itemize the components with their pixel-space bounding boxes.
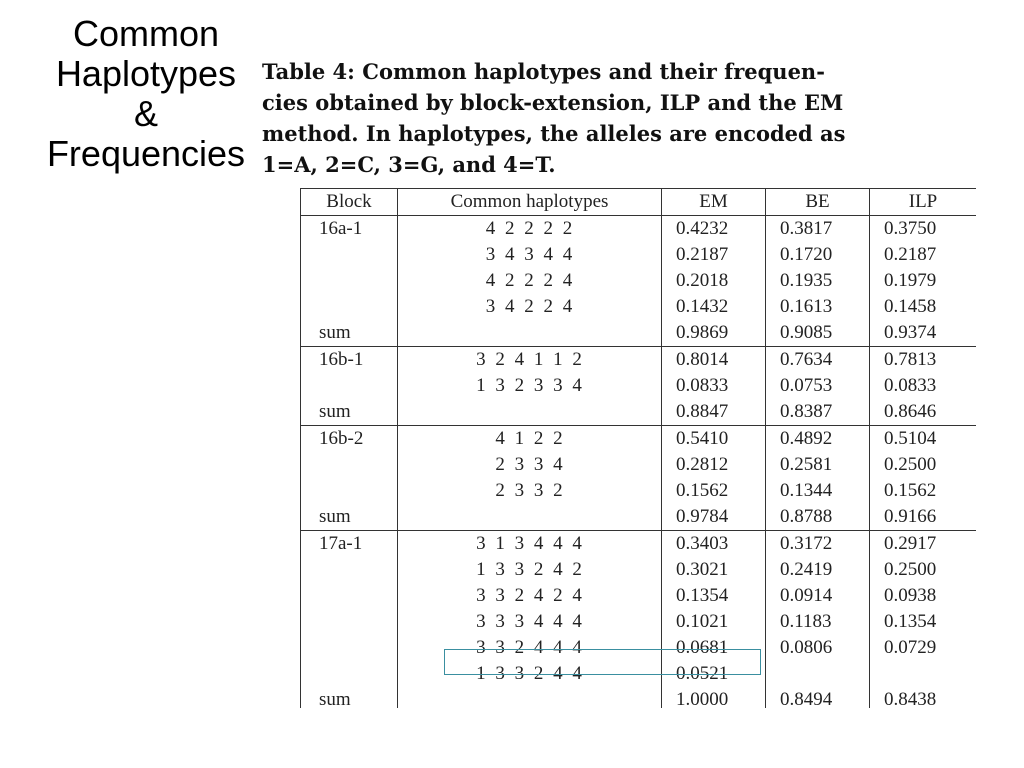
cell-haplotype: 2 3 3 2 bbox=[398, 478, 662, 504]
cell-em: 0.3403 bbox=[662, 531, 766, 558]
table-caption bbox=[262, 56, 1022, 180]
haplotype-table-container bbox=[300, 188, 976, 708]
caption-line: Table 4: Common haplotypes and their frequen- bbox=[262, 59, 825, 84]
cell-be: 0.2581 bbox=[766, 452, 870, 478]
table-row bbox=[301, 583, 977, 609]
cell-ilp: 0.1562 bbox=[870, 478, 977, 504]
cell-em: 0.4232 bbox=[662, 216, 766, 243]
cell-haplotype: 2 3 3 4 bbox=[398, 452, 662, 478]
cell-haplotype: 1 3 2 3 3 4 bbox=[398, 373, 662, 399]
cell-em: 0.0681 bbox=[662, 635, 766, 661]
cell-haplotype bbox=[398, 504, 662, 531]
cell-em: 0.0833 bbox=[662, 373, 766, 399]
cell-ilp: 0.2917 bbox=[870, 531, 977, 558]
cell-be: 0.8788 bbox=[766, 504, 870, 531]
table-row bbox=[301, 320, 977, 347]
cell-haplotype: 3 3 2 4 4 4 bbox=[398, 635, 662, 661]
table-row bbox=[301, 426, 977, 453]
cell-be: 0.0806 bbox=[766, 635, 870, 661]
cell-ilp bbox=[870, 661, 977, 687]
cell-block bbox=[301, 452, 398, 478]
table-row bbox=[301, 294, 977, 320]
cell-block bbox=[301, 294, 398, 320]
cell-block bbox=[301, 635, 398, 661]
cell-ilp: 0.8438 bbox=[870, 687, 977, 708]
table-row bbox=[301, 609, 977, 635]
cell-be: 0.1720 bbox=[766, 242, 870, 268]
cell-em: 0.1432 bbox=[662, 294, 766, 320]
cell-be: 0.2419 bbox=[766, 557, 870, 583]
table-row bbox=[301, 242, 977, 268]
cell-haplotype: 3 2 4 1 1 2 bbox=[398, 347, 662, 374]
cell-block: 16b-1 bbox=[301, 347, 398, 374]
cell-ilp: 0.0833 bbox=[870, 373, 977, 399]
cell-em: 0.5410 bbox=[662, 426, 766, 453]
cell-em: 1.0000 bbox=[662, 687, 766, 708]
cell-block: sum bbox=[301, 687, 398, 708]
cell-haplotype bbox=[398, 687, 662, 708]
cell-haplotype: 3 3 3 4 4 4 bbox=[398, 609, 662, 635]
table-body bbox=[301, 216, 977, 709]
cell-em: 0.1021 bbox=[662, 609, 766, 635]
cell-haplotype: 3 4 3 4 4 bbox=[398, 242, 662, 268]
cell-em: 0.1354 bbox=[662, 583, 766, 609]
cell-haplotype bbox=[398, 399, 662, 426]
cell-haplotype: 1 3 3 2 4 2 bbox=[398, 557, 662, 583]
cell-ilp: 0.2500 bbox=[870, 452, 977, 478]
cell-ilp: 0.5104 bbox=[870, 426, 977, 453]
cell-ilp: 0.2500 bbox=[870, 557, 977, 583]
cell-em: 0.1562 bbox=[662, 478, 766, 504]
cell-be: 0.1935 bbox=[766, 268, 870, 294]
cell-haplotype: 4 1 2 2 bbox=[398, 426, 662, 453]
cell-ilp: 0.1979 bbox=[870, 268, 977, 294]
cell-block bbox=[301, 661, 398, 687]
slide-title-line: & bbox=[133, 93, 158, 134]
cell-ilp: 0.8646 bbox=[870, 399, 977, 426]
cell-block bbox=[301, 609, 398, 635]
table-row bbox=[301, 373, 977, 399]
cell-block bbox=[301, 373, 398, 399]
header-block: Block bbox=[301, 189, 398, 216]
header-ilp: ILP bbox=[870, 189, 977, 216]
cell-ilp: 0.1458 bbox=[870, 294, 977, 320]
table-row bbox=[301, 635, 977, 661]
table-row bbox=[301, 216, 977, 243]
table-row bbox=[301, 531, 977, 558]
cell-be: 0.8387 bbox=[766, 399, 870, 426]
cell-be: 0.7634 bbox=[766, 347, 870, 374]
cell-be bbox=[766, 661, 870, 687]
cell-haplotype: 3 3 2 4 2 4 bbox=[398, 583, 662, 609]
cell-block bbox=[301, 478, 398, 504]
table-row bbox=[301, 557, 977, 583]
cell-haplotype: 3 4 2 2 4 bbox=[398, 294, 662, 320]
caption-line: cies obtained by block-extension, ILP and the EM bbox=[262, 90, 844, 115]
cell-em: 0.9784 bbox=[662, 504, 766, 531]
table-row bbox=[301, 478, 977, 504]
cell-ilp: 0.0729 bbox=[870, 635, 977, 661]
cell-be: 0.1613 bbox=[766, 294, 870, 320]
table-row bbox=[301, 452, 977, 478]
cell-haplotype bbox=[398, 320, 662, 347]
cell-ilp: 0.1354 bbox=[870, 609, 977, 635]
slide-title bbox=[12, 14, 280, 174]
cell-em: 0.2812 bbox=[662, 452, 766, 478]
cell-haplotype: 4 2 2 2 4 bbox=[398, 268, 662, 294]
table-row bbox=[301, 687, 977, 708]
table-row bbox=[301, 347, 977, 374]
table-row bbox=[301, 399, 977, 426]
table-row bbox=[301, 504, 977, 531]
cell-ilp: 0.2187 bbox=[870, 242, 977, 268]
cell-haplotype: 4 2 2 2 2 bbox=[398, 216, 662, 243]
cell-block: 16b-2 bbox=[301, 426, 398, 453]
header-em: EM bbox=[662, 189, 766, 216]
cell-haplotype: 3 1 3 4 4 4 bbox=[398, 531, 662, 558]
header-haplotypes: Common haplotypes bbox=[398, 189, 662, 216]
cell-em: 0.3021 bbox=[662, 557, 766, 583]
table-row bbox=[301, 661, 977, 687]
table-header-row bbox=[301, 189, 977, 216]
cell-block bbox=[301, 557, 398, 583]
header-be: BE bbox=[766, 189, 870, 216]
cell-be: 0.3817 bbox=[766, 216, 870, 243]
cell-ilp: 0.9374 bbox=[870, 320, 977, 347]
cell-be: 0.1344 bbox=[766, 478, 870, 504]
cell-ilp: 0.7813 bbox=[870, 347, 977, 374]
caption-line: 1=A, 2=C, 3=G, and 4=T. bbox=[262, 152, 556, 177]
cell-haplotype: 1 3 3 2 4 4 bbox=[398, 661, 662, 687]
cell-block: sum bbox=[301, 320, 398, 347]
cell-em: 0.2018 bbox=[662, 268, 766, 294]
cell-be: 0.1183 bbox=[766, 609, 870, 635]
cell-em: 0.2187 bbox=[662, 242, 766, 268]
cell-block: 17a-1 bbox=[301, 531, 398, 558]
cell-be: 0.4892 bbox=[766, 426, 870, 453]
cell-block bbox=[301, 242, 398, 268]
slide-title-line: Haplotypes bbox=[55, 53, 237, 94]
cell-block: 16a-1 bbox=[301, 216, 398, 243]
slide-title-line: Frequencies bbox=[46, 133, 246, 174]
cell-be: 0.0914 bbox=[766, 583, 870, 609]
cell-be: 0.8494 bbox=[766, 687, 870, 708]
cell-block: sum bbox=[301, 399, 398, 426]
haplotype-table bbox=[300, 188, 976, 708]
cell-em: 0.8847 bbox=[662, 399, 766, 426]
cell-em: 0.9869 bbox=[662, 320, 766, 347]
cell-ilp: 0.0938 bbox=[870, 583, 977, 609]
caption-line: method. In haplotypes, the alleles are encoded as bbox=[262, 121, 846, 146]
table-row bbox=[301, 268, 977, 294]
slide-title-line: Common bbox=[72, 13, 220, 54]
cell-block: sum bbox=[301, 504, 398, 531]
cell-be: 0.9085 bbox=[766, 320, 870, 347]
cell-block bbox=[301, 268, 398, 294]
cell-block bbox=[301, 583, 398, 609]
cell-ilp: 0.9166 bbox=[870, 504, 977, 531]
cell-be: 0.3172 bbox=[766, 531, 870, 558]
cell-em: 0.0521 bbox=[662, 661, 766, 687]
cell-be: 0.0753 bbox=[766, 373, 870, 399]
cell-em: 0.8014 bbox=[662, 347, 766, 374]
cell-ilp: 0.3750 bbox=[870, 216, 977, 243]
